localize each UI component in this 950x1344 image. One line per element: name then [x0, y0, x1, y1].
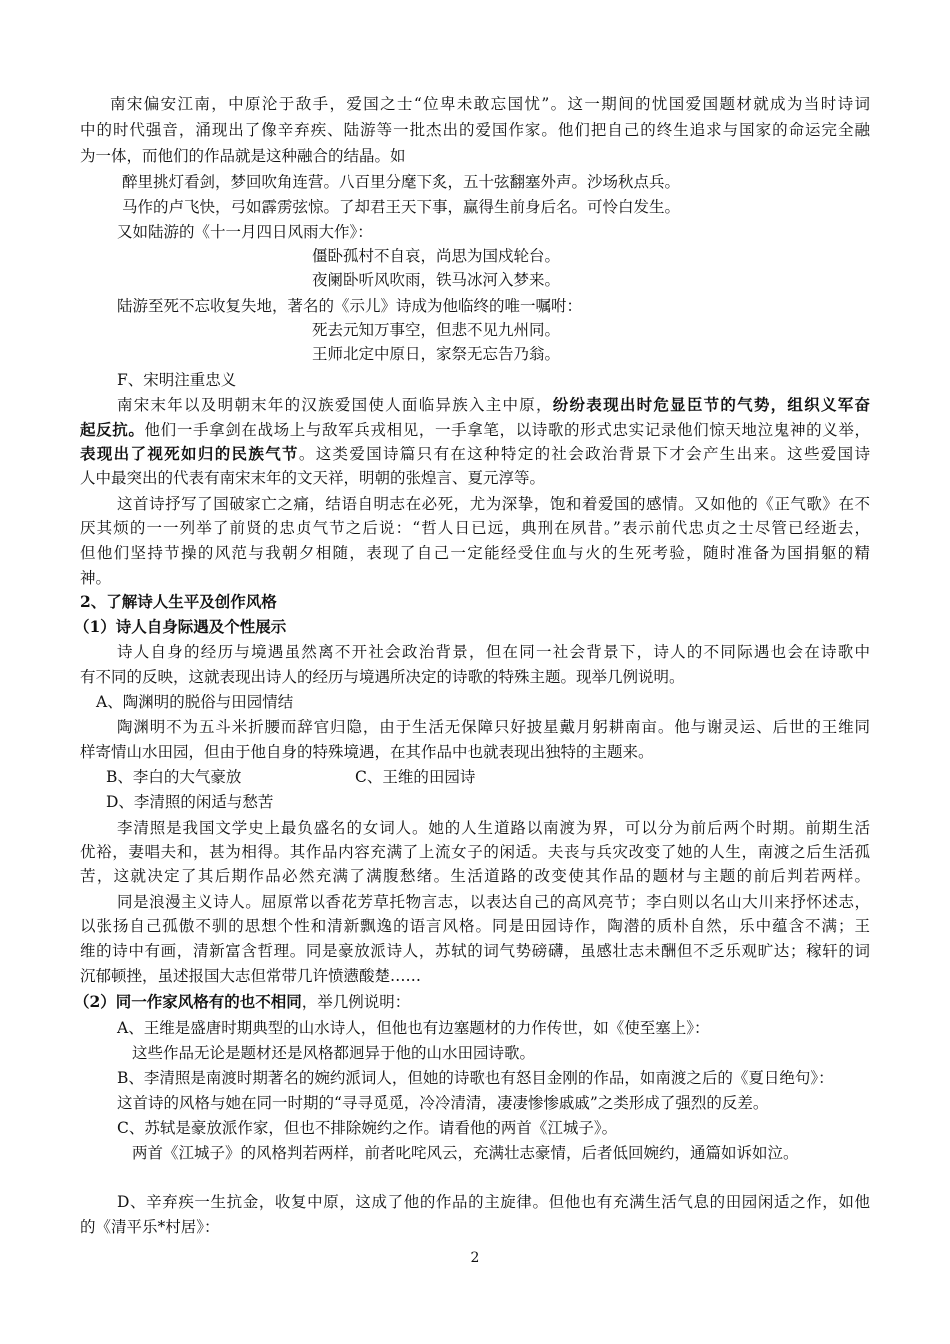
list-item: B、李白的大气豪放 [106, 768, 242, 786]
bold-run: 表现出了视死如归的民族气节 [80, 444, 299, 463]
page-number: 2 [470, 1250, 480, 1266]
subsection-heading [74, 992, 410, 1012]
section-label: F、宋明注重忠义 [117, 371, 237, 389]
section-heading: 2、了解诗人生平及创作风格 [80, 592, 277, 611]
poem-line: 醉里挑灯看剑，梦回吹角连营。八百里分麾下炙，五十弦翻塞外声。沙场秋点兵。 [122, 173, 681, 191]
paragraph-line: 样寄情山水田园，但由于他自身的特殊境遇，在其作品中也就表现出独特的主题来。 [80, 743, 654, 761]
bold-run: （2）同一作家风格有的也不相同 [74, 992, 302, 1011]
paragraph-line [80, 420, 870, 440]
list-item: C、苏轼是豪放派作家，但也不排除婉约之作。请看他的两首《江城子》。 [117, 1119, 618, 1137]
poem-line: 王师北定中原日，家祭无忘告乃翁。 [312, 345, 561, 363]
paragraph-line: 有不同的反映，这就表现出诗人的经历与境遇所决定的诗歌的特殊主题。现举几例说明。 [80, 668, 685, 686]
paragraph-line: 沉郁顿挫，虽述报国大志但常带几许愤懑酸楚…… [80, 967, 422, 985]
list-item: D、李清照的闲适与愁苦 [106, 793, 274, 811]
list-item: C、王维的田园诗 [355, 768, 476, 786]
paragraph-line: 人中最突出的代表有南宋末年的文天祥，明朝的张煌言、夏元淳等。 [80, 469, 546, 487]
paragraph-line: 但他们坚持节操的风范与我朝夕相随，表现了自己一定能经受住血与火的生死考验，随时准备为国捐躯的精 [80, 544, 870, 562]
poem-line: 僵卧孤村不自哀，尚思为国戍轮台。 [312, 247, 561, 265]
paragraph-line: 优裕，妻唱夫和，甚为相得。其作品内容充满了上流女子的闲适。夫丧与兵灾改变了她的人生，南渡之后生活孤 [80, 843, 870, 861]
paragraph-line: 又如陆游的《十一月四日风雨大作》： [117, 223, 373, 241]
paragraph-line [80, 444, 870, 464]
list-item: A、王维是盛唐时期典型的山水诗人，但他也有边塞题材的力作传世，如《使至塞上》： [117, 1019, 710, 1037]
bold-run: 纷纷表现出时危显臣节的气势，组织义军奋 [552, 395, 870, 414]
list-item: A、陶渊明的脱俗与田园情结 [96, 693, 294, 711]
subsection-heading: （1）诗人自身际遇及个性展示 [74, 617, 287, 636]
paragraph-line: 苦，这就决定了其后期作品必然充满了满腹愁绪。生活道路的改变使其作品的题材与主题的前后判若两样。 [80, 867, 870, 885]
paragraph-line: 陶渊明不为五斗米折腰而辞官归隐，由于生活无保障只好披星戴月躬耕南亩。他与谢灵运、后世的王维同 [117, 718, 870, 736]
poem-line: 夜阑卧听风吹雨，铁马冰河入梦来。 [312, 271, 561, 289]
paragraph-line: 这首诗抒写了国破家亡之痛，结语自明志在必死，尤为深挚，饱和着爱国的感情。又如他的《正气歌》在不 [117, 495, 870, 513]
text-run: 。这类爱国诗篇只有在这种特定的社会政治背景下才会产生出来。这些爱国诗 [298, 445, 870, 463]
bold-run: 起反抗。 [80, 420, 145, 439]
paragraph-line: 这些作品无论是题材还是风格都迥异于他的山水田园诗歌。 [132, 1044, 536, 1062]
paragraph-line: 以张扬自己孤傲不驯的思想个性和清新飘逸的语言风格。同是田园诗作，陶潜的质朴自然，乐中蕴含不满；王 [80, 917, 870, 935]
paragraph-line: 两首《江城子》的风格判若两样，前者叱咤风云，充满壮志豪情，后者低回婉约，通篇如诉如泣。 [132, 1144, 799, 1162]
paragraph-line: 陆游至死不忘收复失地，著名的《示儿》诗成为他临终的唯一嘱咐： [117, 297, 583, 315]
paragraph-line: 南宋偏安江南，中原沦于敌手，爱国之士“位卑未敢忘国忧”。这一期间的忧国爱国题材就成为当时诗词 [110, 95, 870, 113]
text-run: 南宋末年以及明朝末年的汉族爱国使人面临异族入主中原， [117, 396, 553, 414]
poem-line: 马作的卢飞快，弓如霹雳弦惊。了却君王天下事，赢得生前身后名。可怜白发生。 [122, 198, 681, 216]
paragraph-line: 中的时代强音，涌现出了像辛弃疾、陆游等一批杰出的爱国作家。他们把自己的终生追求与国家的命运完全融 [80, 121, 870, 139]
paragraph-line: 的《清平乐*村居》： [80, 1218, 220, 1236]
paragraph-line: 同是浪漫主义诗人。屈原常以香花芳草托物言志，以表达自己的高风亮节；李白则以名山大川来抒怀述志， [117, 893, 870, 911]
paragraph-line: D、辛弃疾一生抗金，收复中原，这成了他的作品的主旋律。但他也有充满生活气息的田园闲适之作，如他 [117, 1193, 870, 1211]
list-item: B、李清照是南渡时期著名的婉约派词人，但她的诗歌也有怒目金刚的作品，如南渡之后的《夏日绝句》： [117, 1069, 834, 1087]
paragraph-line: 神。 [80, 569, 112, 587]
paragraph-line: 厌其烦的一一列举了前贤的忠贞气节之后说：“哲人日已远，典刑在夙昔。”表示前代忠贞之士尽管已经逝去， [80, 519, 870, 537]
poem-line: 死去元知万事空，但悲不见九州同。 [312, 321, 561, 339]
paragraph-line: 为一体，而他们的作品就是这种融合的结晶。如 [80, 147, 406, 165]
paragraph-line: 李清照是我国文学史上最负盛名的女词人。她的人生道路以南渡为界，可以分为前后两个时期。前期生活 [117, 819, 870, 837]
paragraph-line [80, 395, 870, 415]
paragraph-line: 诗人自身的经历与境遇虽然离不开社会政治背景，但在同一社会背景下，诗人的不同际遇也会在诗歌中 [117, 643, 870, 661]
text-run: 他们一手拿剑在战场上与敌军兵戎相见，一手拿笔，以诗歌的形式忠实记录他们惊天地泣鬼神的义举， [144, 421, 870, 439]
paragraph-line: 这首诗的风格与她在同一时期的“寻寻觅觅，冷冷清清，凄凄惨惨戚戚”之类形成了强烈的反差。 [117, 1094, 769, 1112]
text-run: ，举几例说明： [301, 993, 411, 1011]
paragraph-line: 维的诗中有画，清新富含哲理。同是豪放派诗人，苏轼的词气势磅礴，虽感壮志未酬但不乏乐观旷达；稼轩的词 [80, 942, 870, 960]
